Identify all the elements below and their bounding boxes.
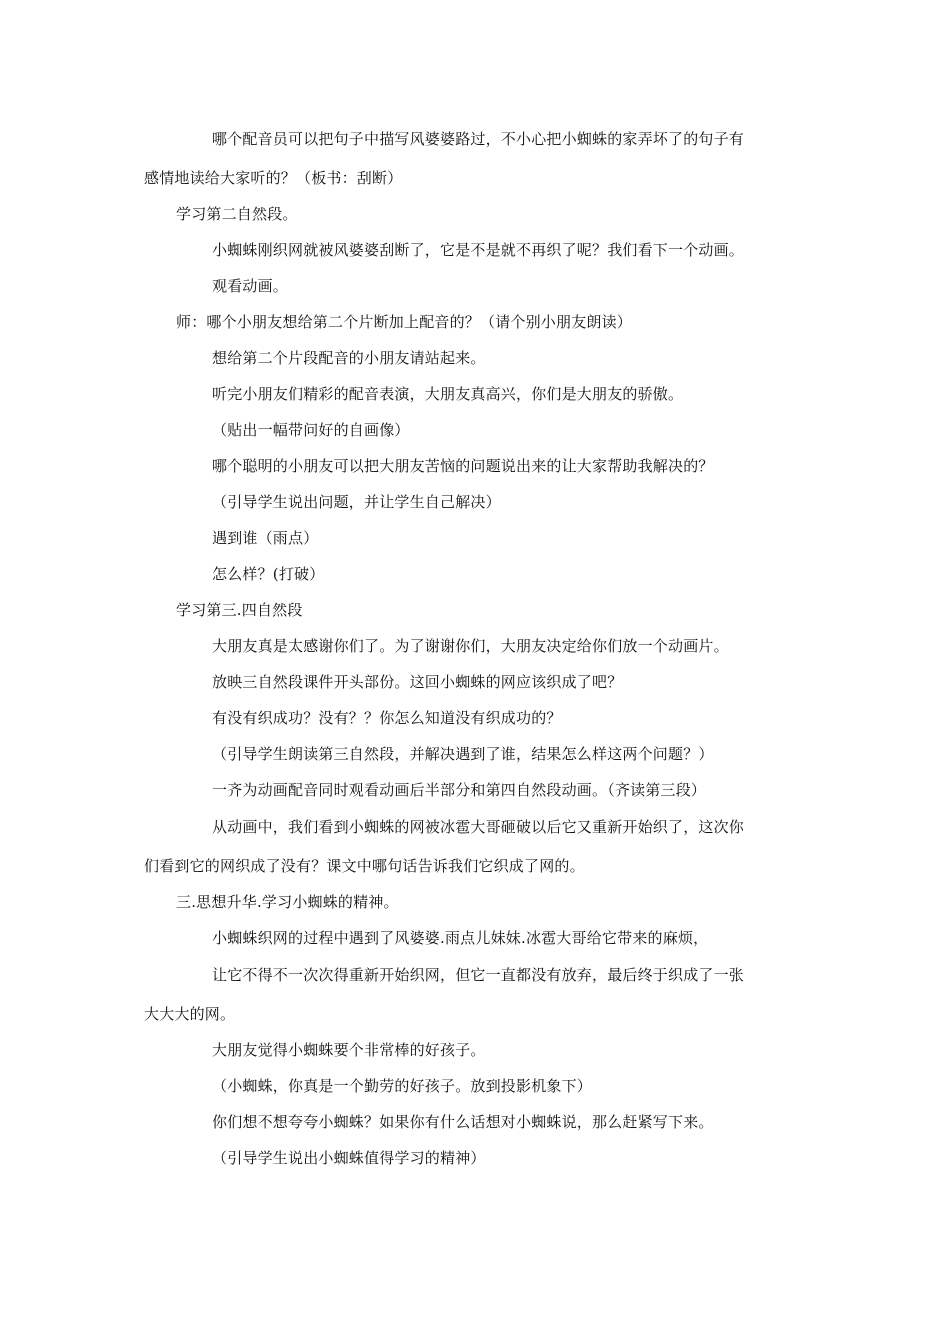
- paragraph-line: 小蜘蛛织网的过程中遇到了风婆婆.雨点儿妹妹.冰雹大哥给它带来的麻烦，: [212, 929, 709, 947]
- paragraph-line: 有没有织成功？没有？？你怎么知道没有织成功的？: [212, 709, 562, 727]
- paragraph-line: （引导学生说出小蜘蛛值得学习的精神）: [212, 1149, 486, 1167]
- paragraph-line: 你们想不想夸夸小蜘蛛？如果你有什么话想对小蜘蛛说，那么赶紧写下来。: [212, 1113, 714, 1131]
- paragraph-line: 大大大的网。: [144, 1005, 236, 1023]
- paragraph-line: 让它不得不一次次得重新开始织网，但它一直都没有放弃，最后终于织成了一张: [212, 966, 745, 984]
- paragraph-line: （小蜘蛛，你真是一个勤劳的好孩子。放到投影机象下）: [212, 1077, 593, 1095]
- paragraph-line: 师：哪个小朋友想给第二个片断加上配音的？（请个别小朋友朗读）: [176, 313, 633, 331]
- paragraph-line: 听完小朋友们精彩的配音表演，大朋友真高兴，你们是大朋友的骄傲。: [212, 385, 684, 403]
- paragraph-line: 感情地读给大家听的？（板书：刮断）: [144, 169, 403, 187]
- paragraph-line: 们看到它的网织成了没有？课文中哪句话告诉我们它织成了网的。: [144, 857, 585, 875]
- paragraph-line: 大朋友真是太感谢你们了。为了谢谢你们，大朋友决定给你们放一个动画片。: [212, 637, 729, 655]
- section-heading: 学习第三.四自然段: [176, 601, 303, 619]
- paragraph-line: 一齐为动画配音同时观看动画后半部分和第四自然段动画。（齐读第三段）: [212, 781, 707, 799]
- paragraph-line: 怎么样？(打破）: [212, 565, 325, 583]
- paragraph-line: 观看动画。: [212, 277, 289, 295]
- paragraph-line: 想给第二个片段配音的小朋友请站起来。: [212, 349, 486, 367]
- paragraph-line: 放映三自然段课件开头部份。这回小蜘蛛的网应该织成了吧？: [212, 673, 623, 691]
- paragraph-line: 哪个聪明的小朋友可以把大朋友苦恼的问题说出来的让大家帮助我解决的？: [212, 457, 714, 475]
- paragraph-line: 遇到谁（雨点）: [212, 529, 319, 547]
- paragraph-line: （贴出一幅带问好的自画像）: [212, 421, 410, 439]
- paragraph-line: 哪个配音员可以把句子中描写风婆婆路过，不小心把小蜘蛛的家弄坏了的句子有: [212, 130, 745, 148]
- paragraph-line: 小蜘蛛刚织网就被风婆婆刮断了，它是不是就不再织了呢？我们看下一个动画。: [212, 241, 745, 259]
- paragraph-line: （引导学生说出问题，并让学生自己解决）: [212, 493, 501, 511]
- paragraph-line: （引导学生朗读第三自然段，并解决遇到了谁，结果怎么样这两个问题？）: [212, 745, 714, 763]
- section-heading: 学习第二自然段。: [176, 205, 298, 223]
- paragraph-line: 大朋友觉得小蜘蛛要个非常棒的好孩子。: [212, 1041, 486, 1059]
- paragraph-line: 从动画中，我们看到小蜘蛛的网被冰雹大哥砸破以后它又重新开始织了，这次你: [212, 818, 745, 836]
- section-heading: 三.思想升华.学习小蜘蛛的精神。: [176, 893, 399, 911]
